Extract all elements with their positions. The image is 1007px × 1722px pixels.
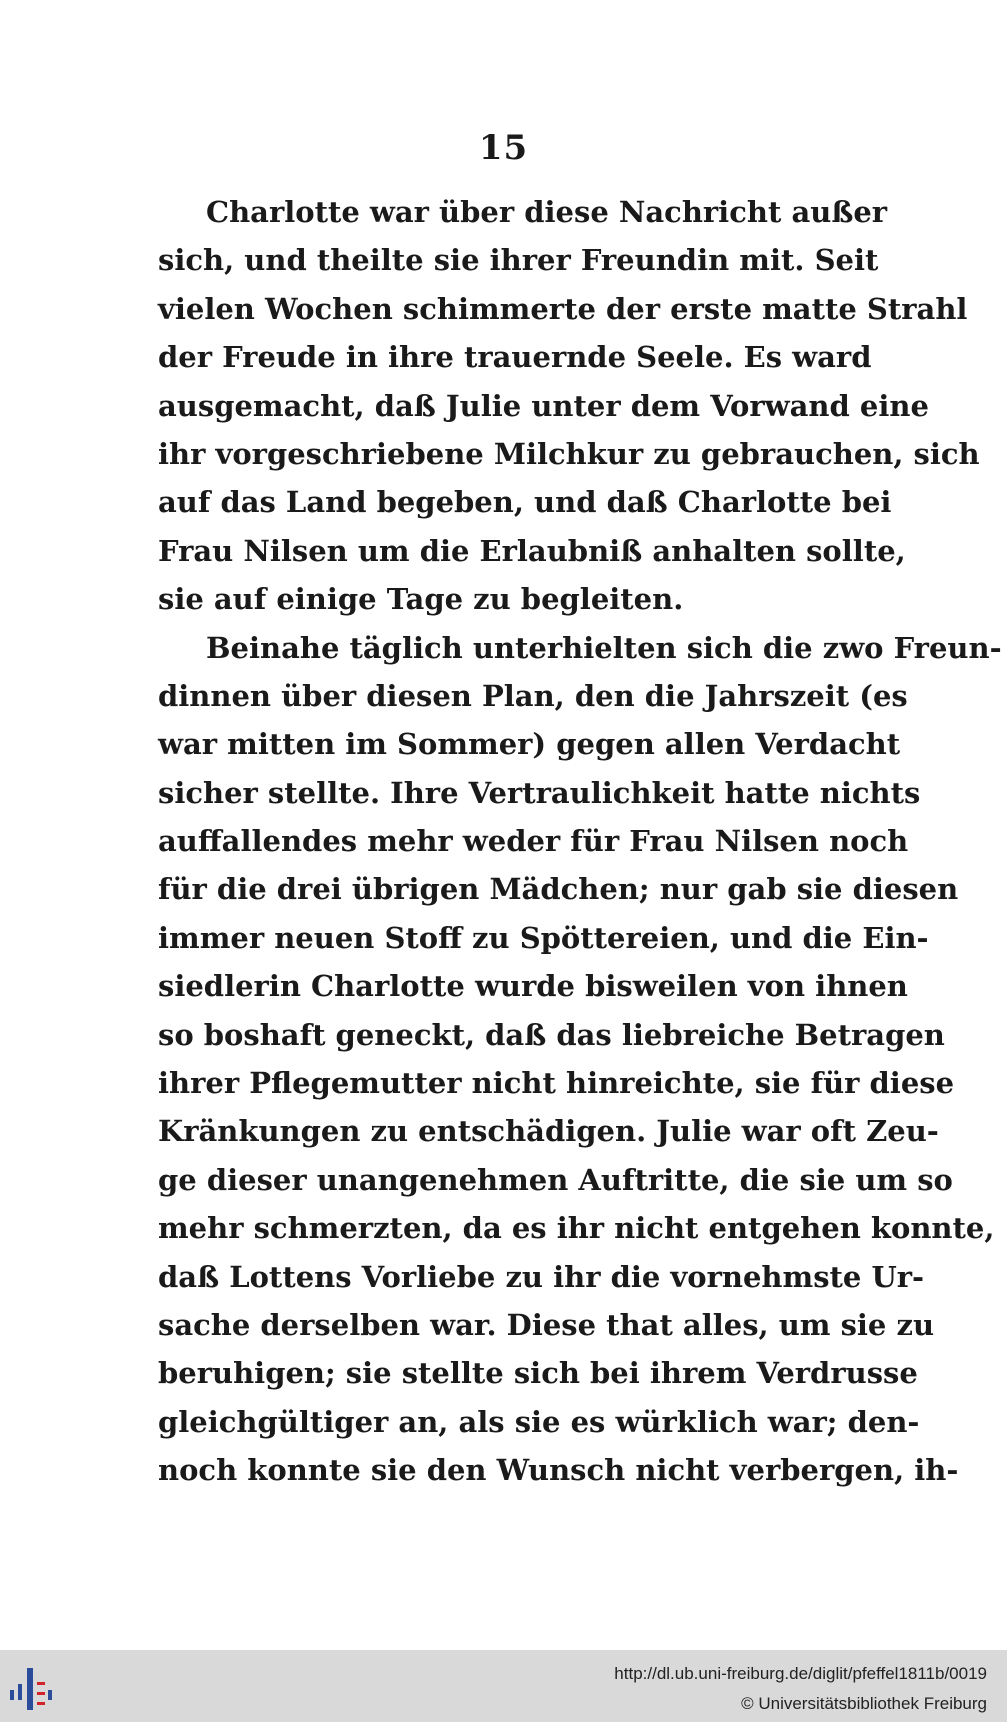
text-line: sie auf einige Tage zu begleiten. — [158, 582, 684, 617]
text-line: der Freude in ihre trauernde Seele. Es ward — [158, 340, 872, 375]
text-line: Beinahe täglich unterhielten sich die zwo Freun- — [206, 630, 1002, 665]
text-line: gleichgültiger an, als sie es würklich war; den- — [158, 1404, 920, 1439]
text-line: sicher stellte. Ihre Vertraulichkeit hatte nichts — [158, 775, 921, 810]
text-line: noch konnte sie den Wunsch nicht verbergen, ih- — [158, 1453, 959, 1488]
ub-freiburg-logo-icon — [8, 1664, 64, 1714]
copyright-notice: © Universitätsbibliothek Freiburg — [741, 1694, 987, 1713]
text-line: war mitten im Sommer) gegen allen Verdacht — [158, 727, 901, 762]
body-text — [158, 188, 1002, 1495]
text-line: beruhigen; sie stellte sich bei ihrem Verdrusse — [158, 1356, 918, 1391]
text-line: sache derselben war. Diese that alles, um sie zu — [158, 1307, 935, 1342]
text-line: ihrer Pflegemutter nicht hinreichte, sie für diese — [158, 1066, 955, 1101]
source-url-link[interactable]: http://dl.ub.uni-freiburg.de/diglit/pfeffel1811b/0019 — [614, 1664, 987, 1683]
text-line: immer neuen Stoff zu Spöttereien, und die Ein- — [158, 920, 929, 955]
text-line: auffallendes mehr weder für Frau Nilsen noch — [158, 824, 909, 859]
text-line: sich, und theilte sie ihrer Freundin mit. Seit — [158, 243, 879, 278]
text-line: vielen Wochen schimmerte der erste matte Strahl — [158, 291, 968, 326]
text-line: Kränkungen zu entschädigen. Julie war oft Zeu- — [158, 1114, 939, 1149]
text-line: für die drei übrigen Mädchen; nur gab sie diesen — [158, 872, 959, 907]
text-line: Charlotte war über diese Nachricht außer — [206, 195, 888, 229]
text-line: mehr schmerzten, da es ihr nicht entgehen konnte, — [158, 1211, 995, 1246]
text-line: Frau Nilsen um die Erlaubniß anhalten sollte, — [158, 533, 906, 568]
text-line: ausgemacht, daß Julie unter dem Vorwand eine — [158, 388, 929, 423]
page-number: 15 — [478, 128, 529, 168]
text-line: dinnen über diesen Plan, den die Jahrszeit (es — [158, 678, 908, 713]
text-line: ihr vorgeschriebene Milchkur zu gebrauchen, sich — [158, 436, 980, 471]
text-line: siedlerin Charlotte wurde bisweilen von ihnen — [158, 969, 908, 1004]
footer-bar — [0, 1650, 1007, 1722]
text-line: so boshaft geneckt, daß das liebreiche Betragen — [158, 1017, 945, 1052]
text-line: ge dieser unangenehmen Auftritte, die sie um so — [158, 1162, 953, 1197]
text-line: daß Lottens Vorliebe zu ihr die vornehmste Ur- — [158, 1259, 925, 1294]
text-line: auf das Land begeben, und daß Charlotte bei — [158, 485, 892, 520]
